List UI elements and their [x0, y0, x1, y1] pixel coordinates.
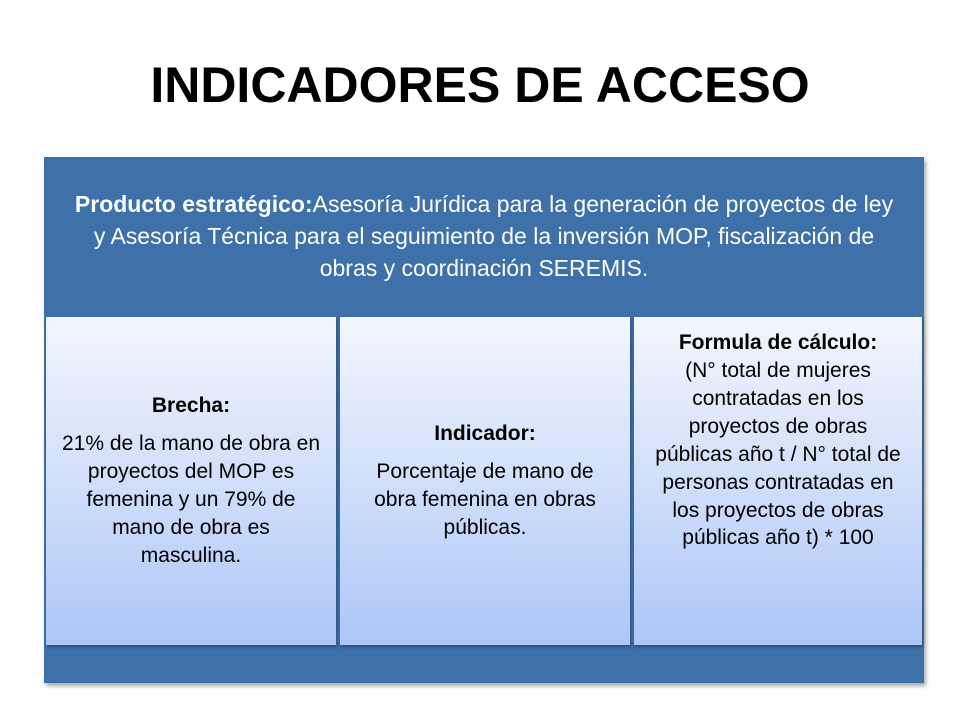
strategic-product-description: Asesoría Jurídica para la generación de proyectos de ley y Asesoría Técnica para el seguimiento de la inversión MOP, fiscalización de obras y coordinación SEREMIS. — [93, 191, 894, 281]
formula-text: (N° total de mujeres contratadas en los proyectos de obras públicas año t / N° total de personas contratadas en los proyectos de obras públicas año t) * 100 — [655, 358, 901, 550]
indicator-columns — [44, 317, 924, 645]
gap-text: 21% de la mano de obra en proyectos del MOP es femenina y un 79% de mano de obra es masculina. — [61, 432, 321, 567]
slide-title: INDICADORES DE ACCESO — [150, 57, 810, 113]
formula-heading: Formula de cálculo: — [678, 331, 878, 354]
strategic-product-text — [66, 189, 902, 285]
gap-heading: Brecha: — [151, 394, 231, 418]
strategic-product-box — [44, 157, 924, 317]
strategic-product-label: Producto estratégico: — [74, 191, 313, 218]
indicator-text: Porcentaje de mano de obra femenina en obras públicas. — [374, 460, 596, 539]
formula-column — [634, 317, 922, 645]
indicator-panel — [44, 157, 924, 683]
indicator-heading: Indicador: — [434, 422, 536, 446]
gap-column — [46, 317, 336, 645]
indicator-column — [340, 317, 630, 645]
